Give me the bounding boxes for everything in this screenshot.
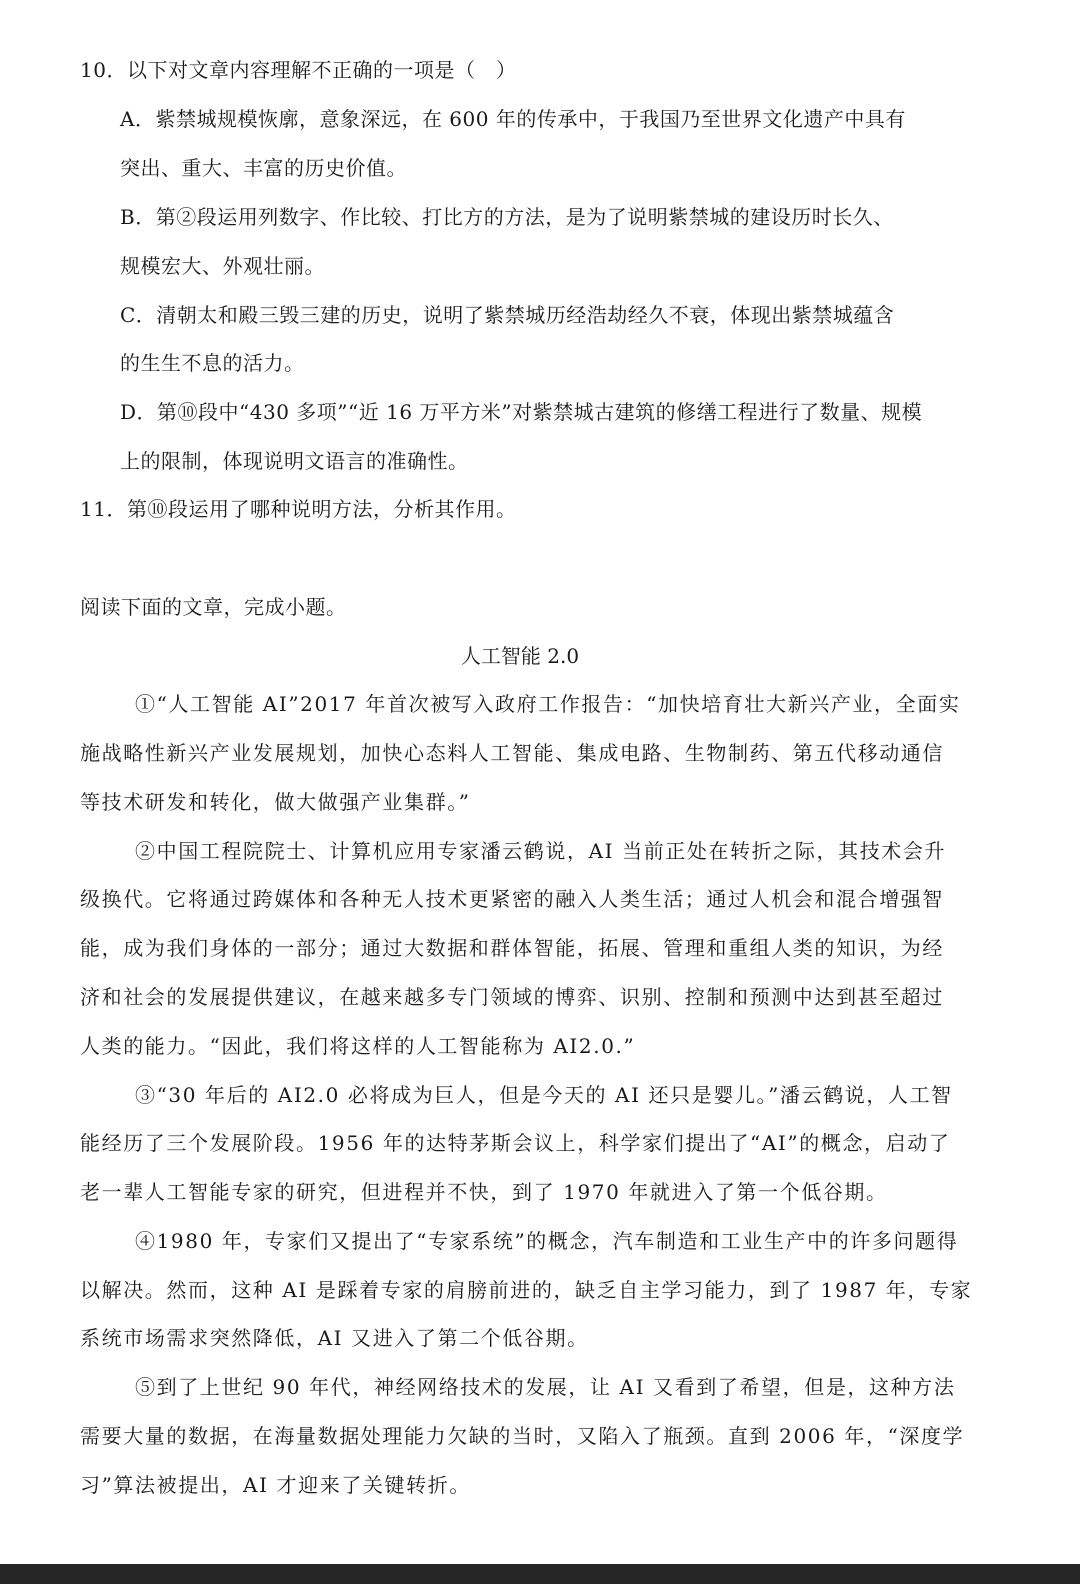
paragraph-2-line-1: ②中国工程院院士、计算机应用专家潘云鹤说，AI 当前正处在转折之际，其技术会升 [135, 839, 947, 863]
option-d-line-1: D．第⑩段中“430 多项”“近 16 万平方米”对紫禁城古建筑的修缮工程进行了数量、规模 [120, 400, 923, 424]
paragraph-1-line-2: 施战略性新兴产业发展规划，加快心态料人工智能、集成电路、生物制药、第五代移动通信 [80, 741, 944, 765]
question-11-stem: 11．第⑩段运用了哪种说明方法，分析其作用。 [80, 497, 517, 521]
article-title: 人工智能 2.0 [460, 644, 580, 668]
question-10-stem: 10．以下对文章内容理解不正确的一项是（ ） [80, 58, 517, 82]
option-c-line-1: C．清朝太和殿三毁三建的历史，说明了紫禁城历经浩劫经久不衰，体现出紫禁城蕴含 [120, 303, 895, 327]
bottom-border [0, 1564, 1080, 1584]
paragraph-3-line-1: ③“30 年后的 AI2.0 必将成为巨人，但是今天的 AI 还只是婴儿。”潘云鹤说，人工智 [135, 1083, 953, 1107]
option-b-line-2: 规模宏大、外观壮丽。 [120, 254, 325, 278]
paragraph-4-line-1: ④1980 年，专家们又提出了“专家系统”的概念，汽车制造和工业生产中的许多问题得 [135, 1229, 959, 1253]
option-a-line-2: 突出、重大、丰富的历史价值。 [120, 156, 407, 180]
paragraph-4-line-2: 以解决。然而，这种 AI 是踩着专家的肩膀前进的，缺乏自主学习能力，到了 1987 年，专家 [80, 1278, 973, 1302]
paragraph-5-line-2: 需要大量的数据，在海量数据处理能力欠缺的当时，又陷入了瓶颈。直到 2006 年，“深度学 [80, 1424, 965, 1448]
option-c-line-2: 的生生不息的活力。 [120, 351, 305, 375]
option-a-line-1: A．紫禁城规模恢廓，意象深远，在 600 年的传承中，于我国乃至世界文化遗产中具有 [120, 107, 906, 131]
paragraph-2-line-2: 级换代。它将通过跨媒体和各种无人技术更紧密的融入人类生活；通过人机会和混合增强智 [80, 887, 944, 911]
paragraph-2-line-5: 人类的能力。“因此，我们将这样的人工智能称为 AI2.0.” [80, 1034, 636, 1058]
paragraph-2-line-4: 济和社会的发展提供建议，在越来越多专门领域的博弈、识别、控制和预测中达到甚至超过 [80, 985, 944, 1009]
paragraph-3-line-3: 老一辈人工智能专家的研究，但进程并不快，到了 1970 年就进入了第一个低谷期。 [80, 1180, 888, 1204]
paragraph-2-line-3: 能，成为我们身体的一部分；通过大数据和群体智能，拓展、管理和重组人类的知识，为经 [80, 936, 944, 960]
reading-instruction: 阅读下面的文章，完成小题。 [80, 595, 347, 619]
option-d-line-2: 上的限制，体现说明文语言的准确性。 [120, 449, 469, 473]
paragraph-1-line-3: 等技术研发和转化，做大做强产业集群。” [80, 790, 471, 814]
option-b-line-1: B．第②段运用列数字、作比较、打比方的方法，是为了说明紫禁城的建设历时长久、 [120, 205, 894, 229]
paragraph-3-line-2: 能经历了三个发展阶段。1956 年的达特茅斯会议上，科学家们提出了“AI”的概念，启动了 [80, 1131, 951, 1155]
paragraph-5-line-3: 习”算法被提出，AI 才迎来了关键转折。 [80, 1473, 471, 1497]
paragraph-4-line-3: 系统市场需求突然降低，AI 又进入了第二个低谷期。 [80, 1326, 589, 1350]
paragraph-5-line-1: ⑤到了上世纪 90 年代，神经网络技术的发展，让 AI 又看到了希望，但是，这种方法 [135, 1375, 956, 1399]
paragraph-1-line-1: ①“人工智能 AI”2017 年首次被写入政府工作报告：“加快培育壮大新兴产业，全面实 [135, 692, 961, 716]
